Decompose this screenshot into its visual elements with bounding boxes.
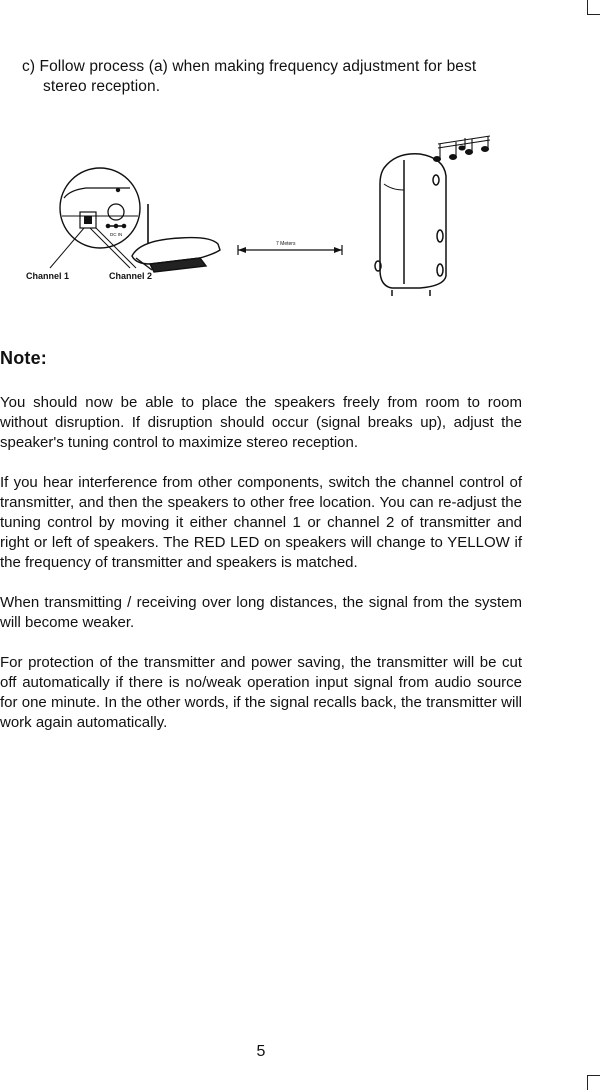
paragraph-auto-cutoff: For protection of the transmitter and power saving, the transmitter will be cut off automatically if there is no/weak operation input signal from audio source for one minute. In the other words, if the signal recalls back, the transmitter will work again automatically.	[0, 654, 522, 731]
note-heading: Note:	[0, 348, 47, 368]
crop-mark-bottom-right	[587, 1075, 600, 1090]
paragraph-placement: You should now be able to place the speakers freely from room to room without disruption. If disruption should occur (signal breaks up), adjust the speaker's tuning control to maximize stereo reception.	[0, 394, 522, 451]
step-c-line-2: stereo reception.	[43, 78, 161, 95]
transmitter-speaker-illustration	[0, 120, 602, 310]
crop-mark-top-right	[587, 0, 600, 15]
distance-label: 7 Meters	[276, 241, 296, 247]
transmitter-detail-inset	[60, 168, 140, 248]
paragraph-interference: If you hear interference from other components, switch the channel control of transmitter, and then the speakers to other free location. You can re-adjust the tuning control by moving it either channel 1 or channel 2 of transmitter and right or left of speakers. The RED LED on speakers will change to YELLOW if the frequency of transmitter and speakers is matched.	[0, 474, 522, 571]
channel-1-label: Channel 1	[26, 271, 70, 281]
speaker-unit	[375, 154, 446, 296]
note-body	[0, 393, 522, 753]
dc-in-jack	[108, 204, 124, 220]
step-c-instruction	[22, 57, 542, 97]
step-c-line-1: c) Follow process (a) when making frequency adjustment for best	[22, 58, 477, 75]
dc-in-label: DC IN	[110, 232, 123, 237]
paragraph-long-distance: When transmitting / receiving over long distances, the signal from the system will become weaker.	[0, 594, 522, 631]
page-number: 5	[256, 1043, 266, 1060]
transmitter-unit	[132, 204, 220, 272]
channel-2-label: Channel 2	[109, 271, 153, 281]
music-notes-icon	[434, 136, 491, 161]
